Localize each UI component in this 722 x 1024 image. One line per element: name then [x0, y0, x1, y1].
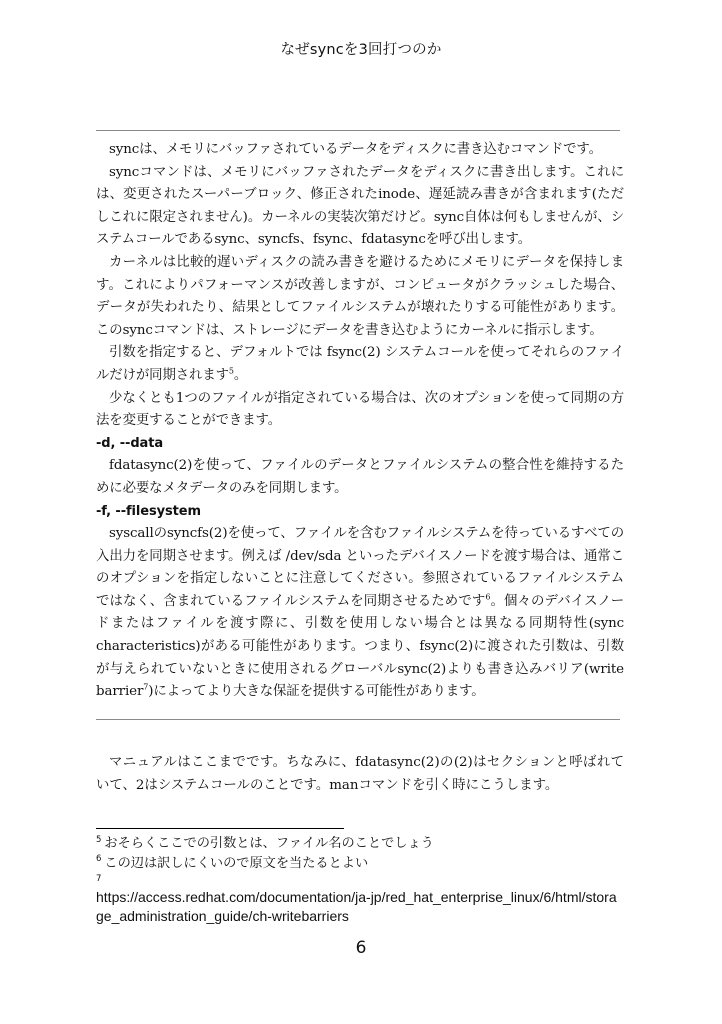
footnote-7-url[interactable]: https://access.redhat.com/documentation/ja-jp/red_hat_enterprise_linux/6/html/storage_administration_guide/ch-writebarriers — [96, 889, 617, 924]
top-divider — [96, 130, 620, 131]
footnote-6 — [96, 854, 626, 874]
paragraph-4-end: 。 — [233, 367, 248, 383]
option-filesystem-text-a: syscallのsyncfs(2)を使って、ファイルを含むファイルシステムを待っているすべての入出力を同期させます。例えば /dev/sda といったデバイスノードを渡す場合は、通常このオプションを指定しないことに注意してください。参照されているファイルシステムではなく、含まれているファイルシステムを同期させるためです — [96, 526, 624, 609]
main-text — [96, 139, 624, 704]
option-filesystem-text-b: 。個々のデバイスノードまたはファイルを渡す際に、引数を使用しない場合とは異なる同期特性(sync characteristics)がある可能性があります。つまり、fsync(2)に渡された引数は、引数が与えられていないときに使用されるグローバルsync(2)よりも書き込みバリア(write barrier — [96, 593, 624, 700]
footnote-separator — [96, 828, 344, 829]
option-filesystem-text-c: )によってより大きな保証を提供する可能性があります。 — [148, 684, 485, 700]
footnote-ref-6: 6 — [485, 592, 491, 602]
paragraph-2: syncコマンドは、メモリにバッファされたデータをディスクに書き出します。これには、変更されたスーパーブロック、修正されたinode、遅延読み書きが含まれます(ただしこれに限定されません)。カーネルの実装次第だけど。sync自体は何もしませんが、システムコールであるsync、syncfs、fsync、fdatasyncを呼び出します。 — [96, 164, 624, 248]
option-filesystem-heading: -f, --filesystem — [96, 503, 201, 519]
footnote-text: この辺は訳しにくいので原文を当たるとよい — [104, 855, 369, 871]
option-data-heading: -d, --data — [96, 435, 164, 451]
option-filesystem-description — [96, 523, 624, 704]
footnote-number: 7 — [96, 873, 102, 884]
paragraph-5: 少なくとも1つのファイルが指定されている場合は、次のオプションを使って同期の方法を変更することができます。 — [96, 390, 624, 429]
closing-paragraph: マニュアルはここまでです。ちなみに、fdatasync(2)の(2)はセクションと呼ばれていて、2はシステムコールのことです。manコマンドを引く時にこうします。 — [96, 755, 624, 793]
option-data-description: fdatasync(2)を使って、ファイルのデータとファイルシステムの整合性を維持するために必要なメタデータのみを同期します。 — [96, 458, 624, 496]
paragraph-3: カーネルは比較的遅いディスクの読み書きを避けるためにメモリにデータを保持します。これによりパフォーマンスが改善しますが、コンピュータがクラッシュした場合、データが失われたり、結果としてファイルシステムが壊れたりする可能性があります。このsyncコマンドは、ストレージにデータを書き込むようにカーネルに指示します。 — [96, 254, 624, 338]
footnotes — [96, 834, 626, 893]
footnote-ref-7: 7 — [143, 682, 149, 692]
footnote-number: 5 — [96, 834, 102, 845]
footnote-number: 6 — [96, 854, 102, 865]
paragraph-1: syncは、メモリにバッファされているデータをディスクに書き込むコマンドです。 — [109, 142, 602, 157]
footnote-text: おそらくここでの引数とは、ファイル名のことでしょう — [104, 836, 434, 851]
footnote-ref-5: 5 — [228, 366, 234, 376]
closing-text — [96, 752, 624, 797]
footnote-5 — [96, 834, 626, 854]
page-header-title: なぜsyncを3回打つのか — [280, 42, 442, 58]
bottom-divider — [96, 719, 620, 720]
page-number: 6 — [355, 938, 367, 958]
paragraph-4 — [96, 342, 624, 387]
paragraph-4-text: 引数を指定すると、デフォルトでは fsync(2) システムコールを使ってそれらのファイルだけが同期されます — [96, 345, 624, 383]
